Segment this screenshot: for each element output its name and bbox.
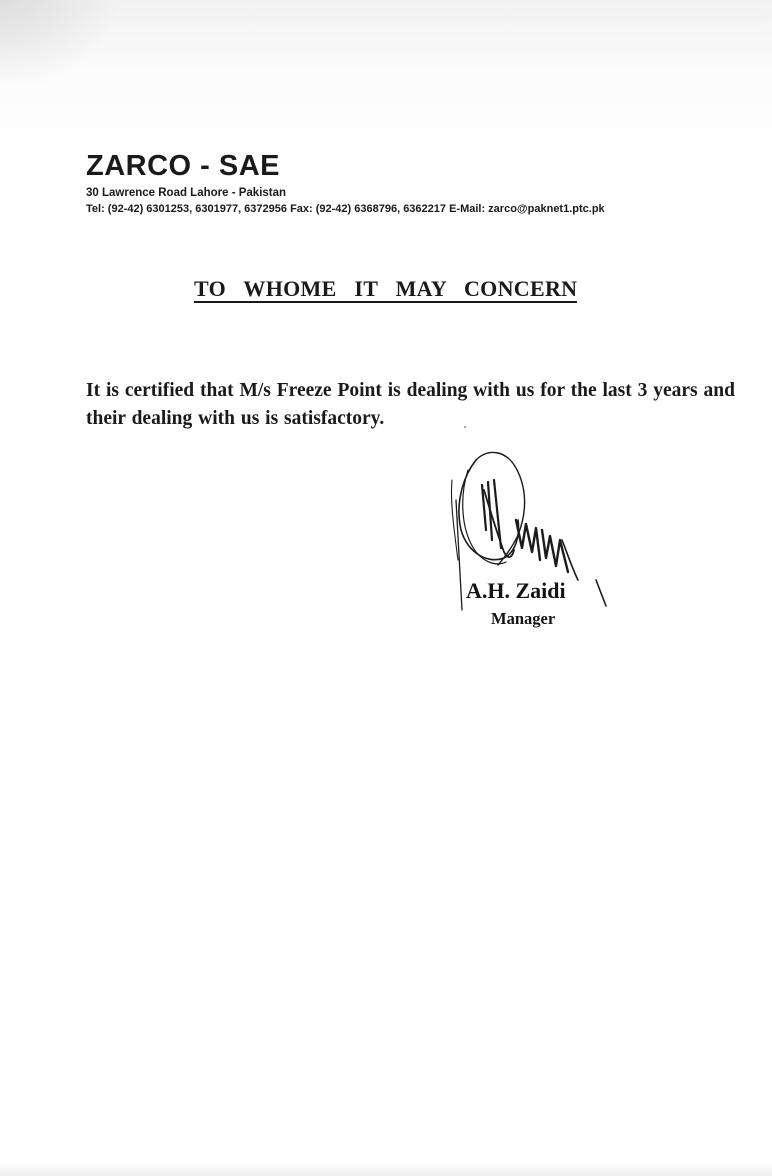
ink-speck [464, 426, 466, 428]
company-address: 30 Lawrence Road Lahore - Pakistan [86, 187, 287, 199]
signatory-title: Manager [491, 609, 556, 628]
letter-heading: TO WHOME IT MAY CONCERN [194, 276, 578, 301]
signatory-name: A.H. Zaidi [466, 578, 566, 603]
page-shadow [0, 0, 120, 90]
company-name: ZARCO - SAE [86, 150, 280, 182]
letter-body: It is certified that M/s Freeze Point is dealing with us for the last 3 years and their dealing with us is satisfactory. [86, 380, 735, 429]
company-contact: Tel: (92-42) 6301253, 6301977, 6372956 Fax: (92-42) 6368796, 6362217 E-Mail: zarco@paknet1.ptc.pk [86, 203, 605, 215]
page-bottom-edge [0, 1162, 772, 1176]
